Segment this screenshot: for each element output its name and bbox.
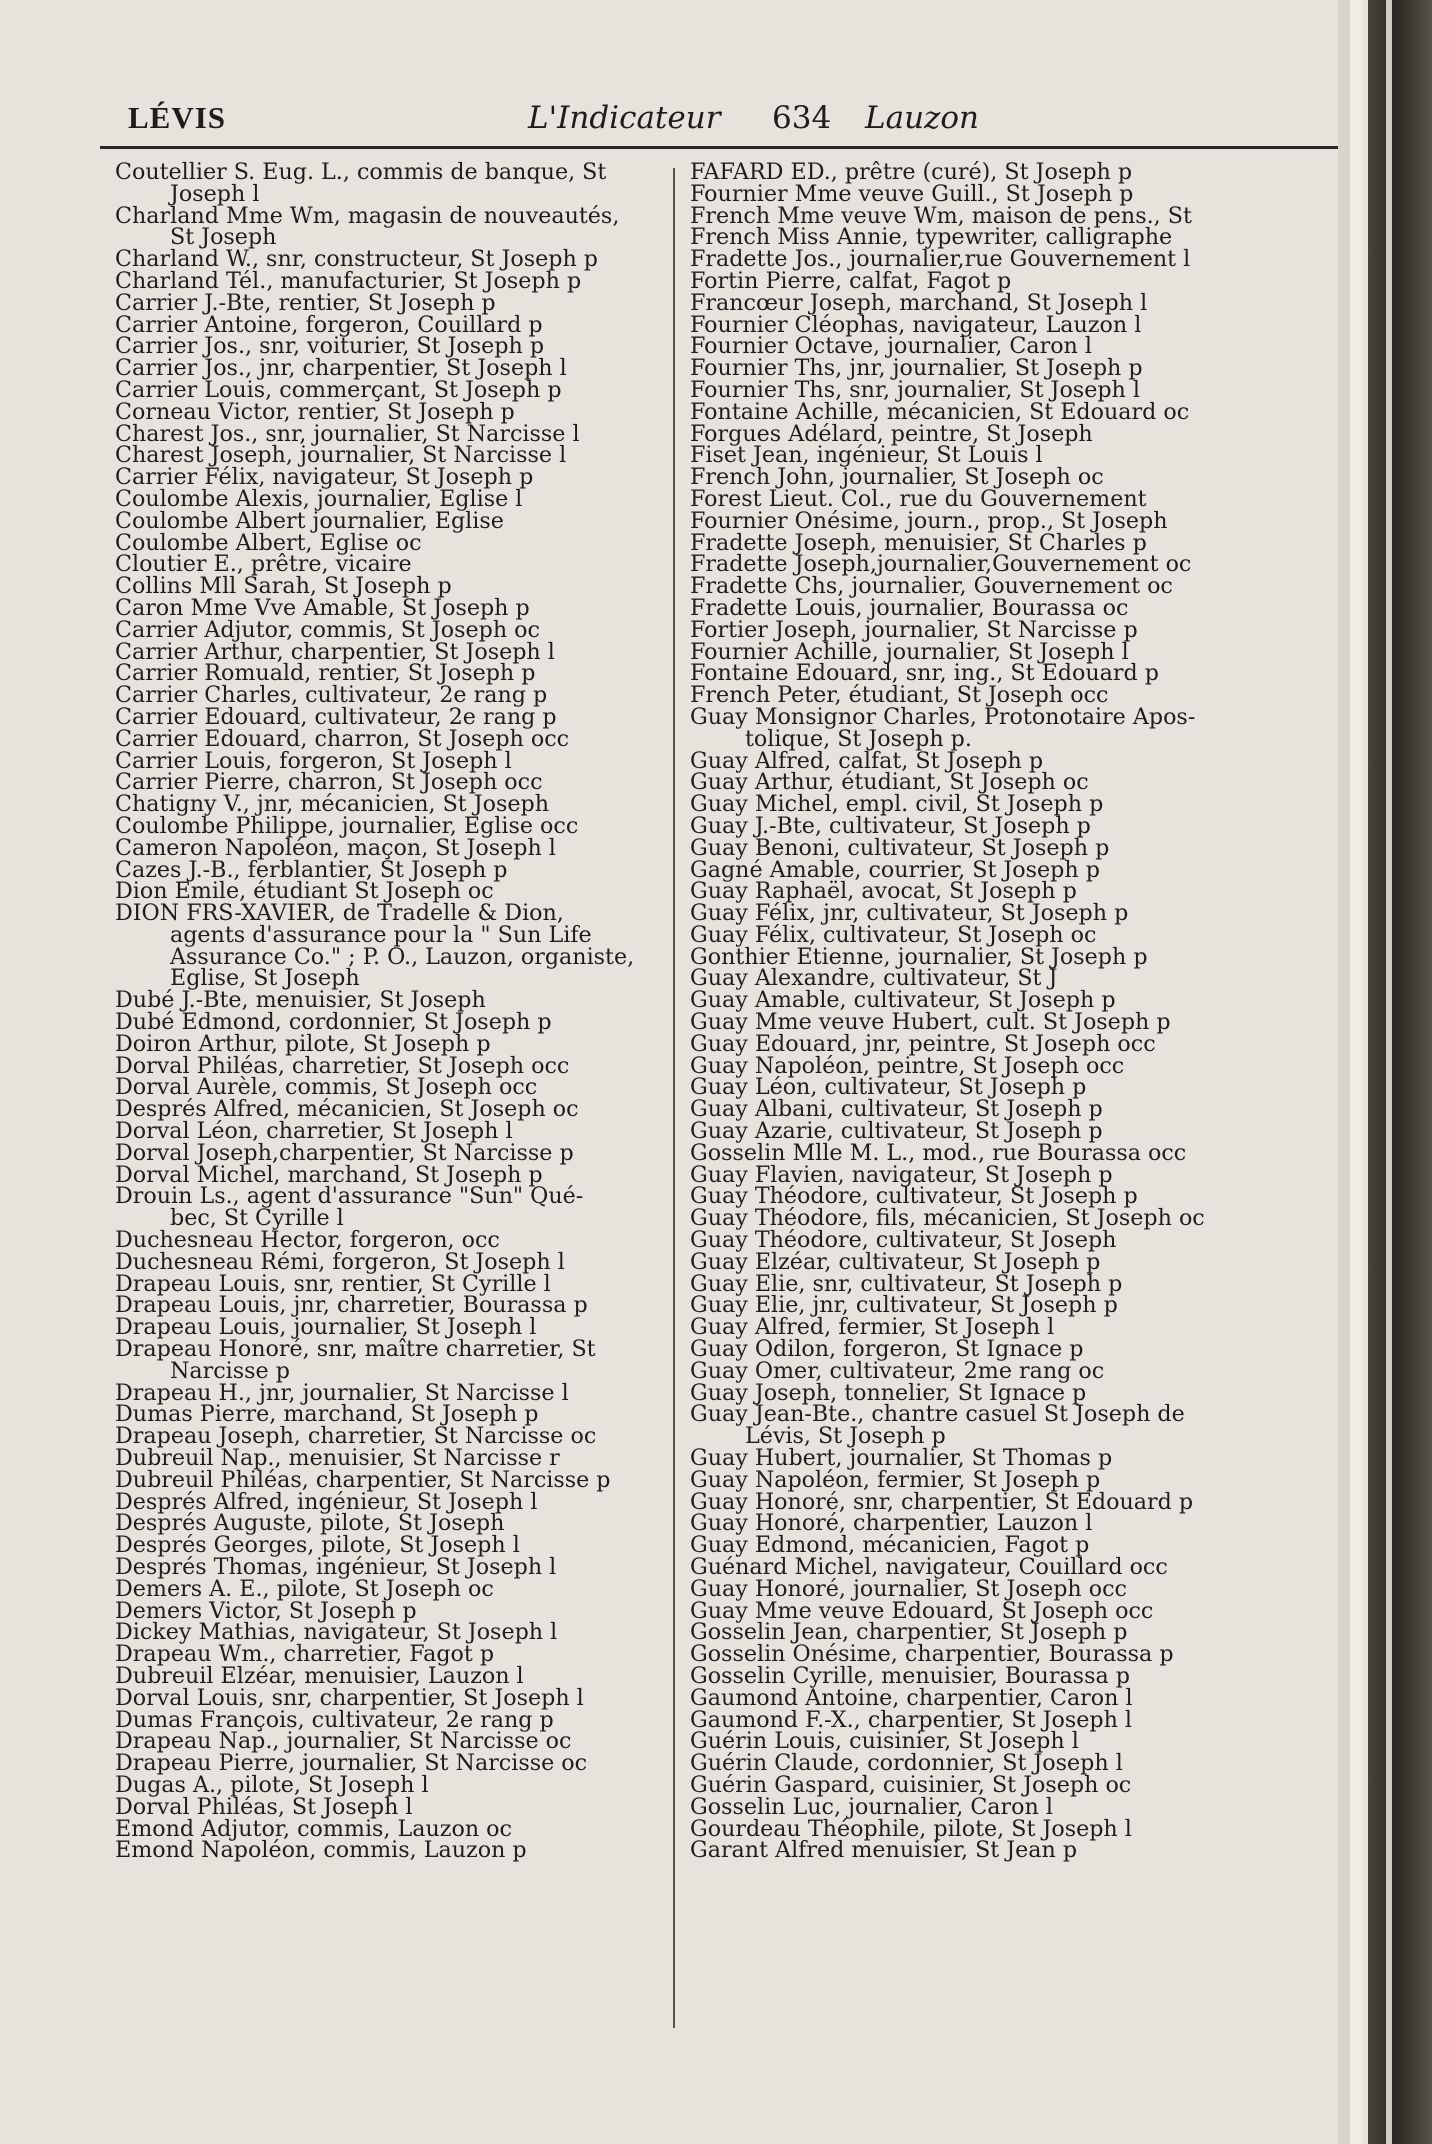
directory-entry: Carrier Louis, forgeron, St Joseph l [115, 747, 512, 774]
directory-entry: Guay Mme veuve Hubert, cult. St Joseph p [690, 1009, 1171, 1036]
directory-entry: Caron Mme Vve Amable, St Joseph p [115, 594, 530, 621]
directory-entry: Guénard Michel, navigateur, Couillard occ [690, 1554, 1168, 1580]
directory-entry: Coulombe Alexis, journalier, Eglise l [115, 485, 523, 512]
directory-entry: Drapeau Louis, jnr, charretier, Bourassa p [115, 1292, 588, 1319]
directory-entry: Dubé J.-Bte, menuisier, St Joseph [115, 987, 486, 1014]
directory-entry: Dorval Philéas, St Joseph l [115, 1793, 413, 1820]
directory-entry: Fradette Joseph,journalier,Gouvernement oc [690, 551, 1192, 578]
directory-entry: Demers Victor, St Joseph p [115, 1597, 417, 1624]
directory-entry: Guay Elzéar, cultivateur, St Joseph p [690, 1248, 1101, 1275]
directory-entry: Després Alfred, ingénieur, St Joseph l [115, 1488, 538, 1515]
directory-entry: Guay Félix, cultivateur, St Joseph oc [690, 921, 1097, 948]
directory-entry: Guay Honoré, snr, charpentier, St Edouard p [690, 1488, 1194, 1515]
directory-entry: Drouin Ls., agent d'assurance "Sun" Qué- [115, 1183, 584, 1210]
directory-entry: Després Thomas, ingénieur, St Joseph l [115, 1554, 557, 1580]
directory-entry: Fontaine Achille, mécanicien, St Edouard oc [690, 398, 1190, 425]
directory-entry: Carrier Adjutor, commis, St Joseph oc [115, 616, 540, 643]
directory-entry: Dorval Aurèle, commis, St Joseph occ [115, 1074, 538, 1101]
directory-entry: Drapeau Louis, journalier, St Joseph l [115, 1314, 537, 1341]
directory-entry: Charland W., snr, constructeur, St Joseph p [115, 246, 598, 273]
directory-entry: Carrier Félix, navigateur, St Joseph p [115, 464, 534, 491]
directory-entry: FAFARD ED., prêtre (curé), St Joseph p [690, 159, 1133, 185]
left-column [115, 159, 675, 1864]
directory-entry: Fournier Ths, snr, journalier, St Joseph l [690, 376, 1140, 403]
directory-entry: Coulombe Philippe, journalier, Eglise occ [115, 812, 579, 839]
directory-entry: Dorval Léon, charretier, St Joseph l [115, 1118, 513, 1145]
directory-entry: Chatigny V., jnr, mécanicien, St Joseph [115, 791, 550, 818]
directory-entry: Drapeau Pierre, journalier, St Narcisse oc [115, 1750, 588, 1777]
directory-entry: Fortier Joseph, journalier, St Narcisse p [690, 616, 1138, 643]
directory-entry: Guay Honoré, charpentier, Lauzon l [690, 1510, 1093, 1537]
directory-entry: Després Auguste, pilote, St Joseph [115, 1510, 505, 1537]
directory-entry: Demers A. E., pilote, St Joseph oc [115, 1575, 494, 1602]
directory-entry: Cazes J.-B., ferblantier, St Joseph p [115, 856, 508, 883]
directory-entry: Dubé Edmond, cordonnier, St Joseph p [115, 1009, 552, 1036]
directory-entry: Guérin Gaspard, cuisinier, St Joseph oc [690, 1771, 1132, 1798]
directory-entry: Lévis, St Joseph p [745, 1423, 946, 1450]
directory-entry: Guay Alfred, calfat, St Joseph p [690, 747, 1044, 774]
directory-entry: Guérin Louis, cuisinier, St Joseph l [690, 1728, 1079, 1755]
directory-entry: Assurance Co." ; P. O., Lauzon, organiste, [170, 943, 635, 970]
directory-entry: Narcisse p [170, 1357, 290, 1384]
directory-entry: Carrier Louis, commerçant, St Joseph p [115, 376, 562, 403]
directory-entry: Fradette Chs, journalier, Gouvernement oc [690, 573, 1173, 600]
directory-entry: Fradette Louis, journalier, Bourassa oc [690, 594, 1129, 621]
directory-entry: Guay Hubert, journalier, St Thomas p [690, 1445, 1113, 1472]
directory-entry: Gourdeau Théophile, pilote, St Joseph l [690, 1815, 1132, 1842]
directory-entry: Duchesneau Rémi, forgeron, St Joseph l [115, 1248, 565, 1275]
directory-entry: Guay Elie, jnr, cultivateur, St Joseph p [690, 1292, 1118, 1319]
directory-entry: Fournier Ths, jnr, journalier, St Joseph p [690, 355, 1143, 382]
directory-entry: Guérin Claude, cordonnier, St Joseph l [690, 1750, 1123, 1777]
directory-entry: Guay Edmond, mécanicien, Fagot p [690, 1532, 1090, 1559]
directory-entry: Fournier Onésime, journ., prop., St Joseph [690, 507, 1168, 534]
directory-entry: Gagné Amable, courrier, St Joseph p [690, 856, 1100, 883]
directory-entry: Carrier Charles, cultivateur, 2e rang p [115, 682, 548, 709]
directory-entry: Charest Jos., snr, journalier, St Narcisse l [115, 420, 580, 447]
directory-entry: tolique, St Joseph p. [745, 725, 972, 752]
directory-entry: Gosselin Luc, journalier, Caron l [690, 1793, 1053, 1820]
directory-entry: DION FRS-XAVIER, de Tradelle & Dion, [115, 900, 564, 927]
directory-entry: Joseph l [170, 180, 260, 207]
directory-entry: Coulombe Albert journalier, Eglise [115, 507, 504, 534]
directory-entry: Dugas A., pilote, St Joseph l [115, 1771, 429, 1798]
directory-entry: Fournier Mme veuve Guill., St Joseph p [690, 180, 1134, 207]
header-title: L'Indicateur [528, 100, 721, 136]
directory-entry: Gosselin Mlle M. L., mod., rue Bourassa occ [690, 1139, 1187, 1166]
directory-entry: Guay Théodore, fils, mécanicien, St Joseph oc [690, 1205, 1205, 1232]
directory-entry: Drapeau Wm., charretier, Fagot p [115, 1641, 495, 1668]
directory-entry: Charland Mme Wm, magasin de nouveautés, [115, 202, 620, 229]
directory-entry: Carrier Jos., jnr, charpentier, St Joseph l [115, 355, 567, 382]
directory-entry: Cloutier E., prêtre, vicaire [115, 551, 412, 578]
directory-entry: Dumas François, cultivateur, 2e rang p [115, 1706, 554, 1733]
directory-entry: Gosselin Jean, charpentier, St Joseph p [690, 1619, 1128, 1646]
directory-entry: Guay Alexandre, cultivateur, St J [690, 965, 1058, 992]
directory-entry: Fontaine Edouard, snr, ing., St Edouard p [690, 660, 1159, 687]
directory-entry: Fournier Octave, journalier, Caron l [690, 333, 1092, 360]
directory-entry: Drapeau Nap., journalier, St Narcisse oc [115, 1728, 572, 1755]
directory-entry: Guay Albani, cultivateur, St Joseph p [690, 1096, 1103, 1123]
header-district: Lauzon [865, 100, 979, 136]
page-number: 634 [772, 100, 832, 136]
directory-entry: Guay Honoré, journalier, St Joseph occ [690, 1575, 1127, 1602]
directory-entry: Fournier Cléophas, navigateur, Lauzon l [690, 311, 1142, 338]
directory-entry: Garant Alfred menuisier, St Jean p [690, 1837, 1078, 1864]
header-city: LÉVIS [128, 100, 227, 135]
directory-entry: Collins Mll Sarah, St Joseph p [115, 573, 452, 600]
directory-entry: Fortin Pierre, calfat, Fagot p [690, 267, 1012, 294]
directory-entry: Drapeau Honoré, snr, maître charretier, St [115, 1336, 596, 1363]
directory-entry: Fournier Achille, journalier, St Joseph l [690, 638, 1129, 665]
directory-entry: Francœur Joseph, marchand, St Joseph l [690, 289, 1148, 316]
directory-entry: Emond Adjutor, commis, Lauzon oc [115, 1815, 512, 1842]
directory-entry: Forest Lieut. Col., rue du Gouvernement [690, 485, 1147, 512]
directory-entry: Gaumond Antoine, charpentier, Caron l [690, 1684, 1133, 1711]
page-edge [1338, 0, 1350, 2144]
directory-entry: Carrier Arthur, charpentier, St Joseph l [115, 638, 555, 665]
directory-entry: Fradette Joseph, menuisier, St Charles p [690, 529, 1147, 556]
directory-entry: Després Georges, pilote, St Joseph l [115, 1532, 520, 1559]
directory-entry: bec, St Cyrille l [170, 1205, 344, 1232]
directory-entry: Gaumond F.-X., charpentier, St Joseph l [690, 1706, 1133, 1733]
directory-entry: French Mme veuve Wm, maison de pens., St [690, 202, 1192, 229]
directory-entry: agents d'assurance pour la " Sun Life [170, 921, 592, 948]
directory-entry: Guay Amable, cultivateur, St Joseph p [690, 987, 1116, 1014]
directory-entry: Fradette Jos., journalier,rue Gouvernement l [690, 246, 1191, 273]
directory-entry: Guay Alfred, fermier, St Joseph l [690, 1314, 1055, 1341]
directory-entry: Guay Mme veuve Edouard, St Joseph occ [690, 1597, 1154, 1624]
directory-entry: Emond Napoléon, commis, Lauzon p [115, 1837, 527, 1864]
directory-entry: Guay Michel, empl. civil, St Joseph p [690, 791, 1104, 818]
directory-entry: Doiron Arthur, pilote, St Joseph p [115, 1030, 491, 1057]
directory-entry: Dorval Michel, marchand, St Joseph p [115, 1161, 543, 1188]
directory-entry: Dubreuil Philéas, charpentier, St Narcisse p [115, 1466, 611, 1493]
directory-entry: French John, journalier, St Joseph oc [690, 464, 1104, 491]
directory-entry: Guay J.-Bte, cultivateur, St Joseph p [690, 812, 1091, 839]
directory-entry: Carrier Edouard, charron, St Joseph occ [115, 725, 570, 752]
directory-entry: Carrier Jos., snr, voiturier, St Joseph p [115, 333, 545, 360]
book-spine [1368, 0, 1432, 2144]
directory-entry: Després Alfred, mécanicien, St Joseph oc [115, 1096, 579, 1123]
directory-entry: French Peter, étudiant, St Joseph occ [690, 682, 1109, 709]
directory-entry: Guay Napoléon, peintre, St Joseph occ [690, 1052, 1125, 1079]
directory-entry: Guay Benoni, cultivateur, St Joseph p [690, 834, 1110, 861]
directory-entry: Guay Raphaël, avocat, St Joseph p [690, 878, 1077, 905]
directory-entry: Guay Théodore, cultivateur, St Joseph [690, 1227, 1117, 1254]
directory-entry: Coulombe Albert, Eglise oc [115, 529, 422, 556]
directory-entry: Guay Théodore, cultivateur, St Joseph p [690, 1183, 1138, 1210]
directory-entry: Guay Azarie, cultivateur, St Joseph p [690, 1118, 1103, 1145]
directory-entry: Carrier J.-Bte, rentier, St Joseph p [115, 289, 496, 316]
directory-entry: Guay Flavien, navigateur, St Joseph p [690, 1161, 1113, 1188]
directory-entry: Drapeau H., jnr, journalier, St Narcisse l [115, 1379, 569, 1406]
directory-entry: St Joseph [170, 224, 277, 251]
directory-entry: Corneau Victor, rentier, St Joseph p [115, 398, 515, 425]
directory-entry: Coutellier S. Eug. L., commis de banque, St [115, 159, 607, 185]
directory-entry: Charland Tél., manufacturier, St Joseph p [115, 267, 582, 294]
directory-entry: Carrier Edouard, cultivateur, 2e rang p [115, 703, 557, 730]
directory-entry: Fiset Jean, ingénieur, St Louis l [690, 442, 1043, 469]
directory-entry: Dion Emile, étudiant St Joseph oc [115, 878, 494, 905]
directory-entry: Dorval Philéas, charretier, St Joseph occ [115, 1052, 570, 1079]
directory-entry: Drapeau Joseph, charretier, St Narcisse oc [115, 1423, 597, 1450]
page-edge [1350, 0, 1362, 2144]
directory-entry: Guay Arthur, étudiant, St Joseph oc [690, 769, 1089, 796]
directory-entry: Carrier Pierre, charron, St Joseph occ [115, 769, 543, 796]
right-column [690, 159, 1250, 1864]
directory-entry: Guay Omer, cultivateur, 2me rang oc [690, 1357, 1105, 1384]
directory-entry: Guay Elie, snr, cultivateur, St Joseph p [690, 1270, 1123, 1297]
column-divider [673, 168, 675, 2028]
directory-entry: Eglise, St Joseph [170, 965, 360, 992]
directory-entry: Drapeau Louis, snr, rentier, St Cyrille l [115, 1270, 551, 1297]
directory-entry: Guay Léon, cultivateur, St Joseph p [690, 1074, 1087, 1101]
directory-entry: Guay Edouard, jnr, peintre, St Joseph occ [690, 1030, 1156, 1057]
directory-entry: Carrier Antoine, forgeron, Couillard p [115, 311, 543, 338]
directory-entry: Charest Joseph, journalier, St Narcisse l [115, 442, 567, 469]
directory-entry: Carrier Romuald, rentier, St Joseph p [115, 660, 536, 687]
directory-entry: Guay Odilon, forgeron, St Ignace p [690, 1336, 1084, 1363]
directory-entry: Duchesneau Hector, forgeron, occ [115, 1227, 500, 1254]
directory-entry: Dorval Louis, snr, charpentier, St Joseph l [115, 1684, 584, 1711]
directory-entry: Cameron Napoléon, maçon, St Joseph l [115, 834, 556, 861]
directory-entry: Gosselin Onésime, charpentier, Bourassa p [690, 1641, 1174, 1668]
directory-entry: Forgues Adélard, peintre, St Joseph [690, 420, 1093, 447]
directory-entry: Dorval Joseph,charpentier, St Narcisse p [115, 1139, 574, 1166]
page-header [100, 96, 1338, 149]
directory-entry: Guay Napoléon, fermier, St Joseph p [690, 1466, 1101, 1493]
directory-entry: Gonthier Etienne, journalier, St Joseph p [690, 943, 1148, 970]
directory-entry: Guay Joseph, tonnelier, St Ignace p [690, 1379, 1087, 1406]
directory-entry: Dubreuil Nap., menuisier, St Narcisse r [115, 1445, 560, 1472]
directory-entry: Guay Monsignor Charles, Protonotaire Apos- [690, 703, 1196, 730]
directory-entry: Dickey Mathias, navigateur, St Joseph l [115, 1619, 558, 1646]
directory-entry: Dumas Pierre, marchand, St Joseph p [115, 1401, 539, 1428]
directory-entry: Guay Félix, jnr, cultivateur, St Joseph p [690, 900, 1129, 927]
directory-entry: Dubreuil Elzéar, menuisier, Lauzon l [115, 1662, 524, 1689]
directory-entry: French Miss Annie, typewriter, calligraphe [690, 224, 1173, 251]
directory-entry: Gosselin Cyrille, menuisier, Bourassa p [690, 1662, 1130, 1689]
directory-entry: Guay Jean-Bte., chantre casuel St Joseph de [690, 1401, 1185, 1428]
